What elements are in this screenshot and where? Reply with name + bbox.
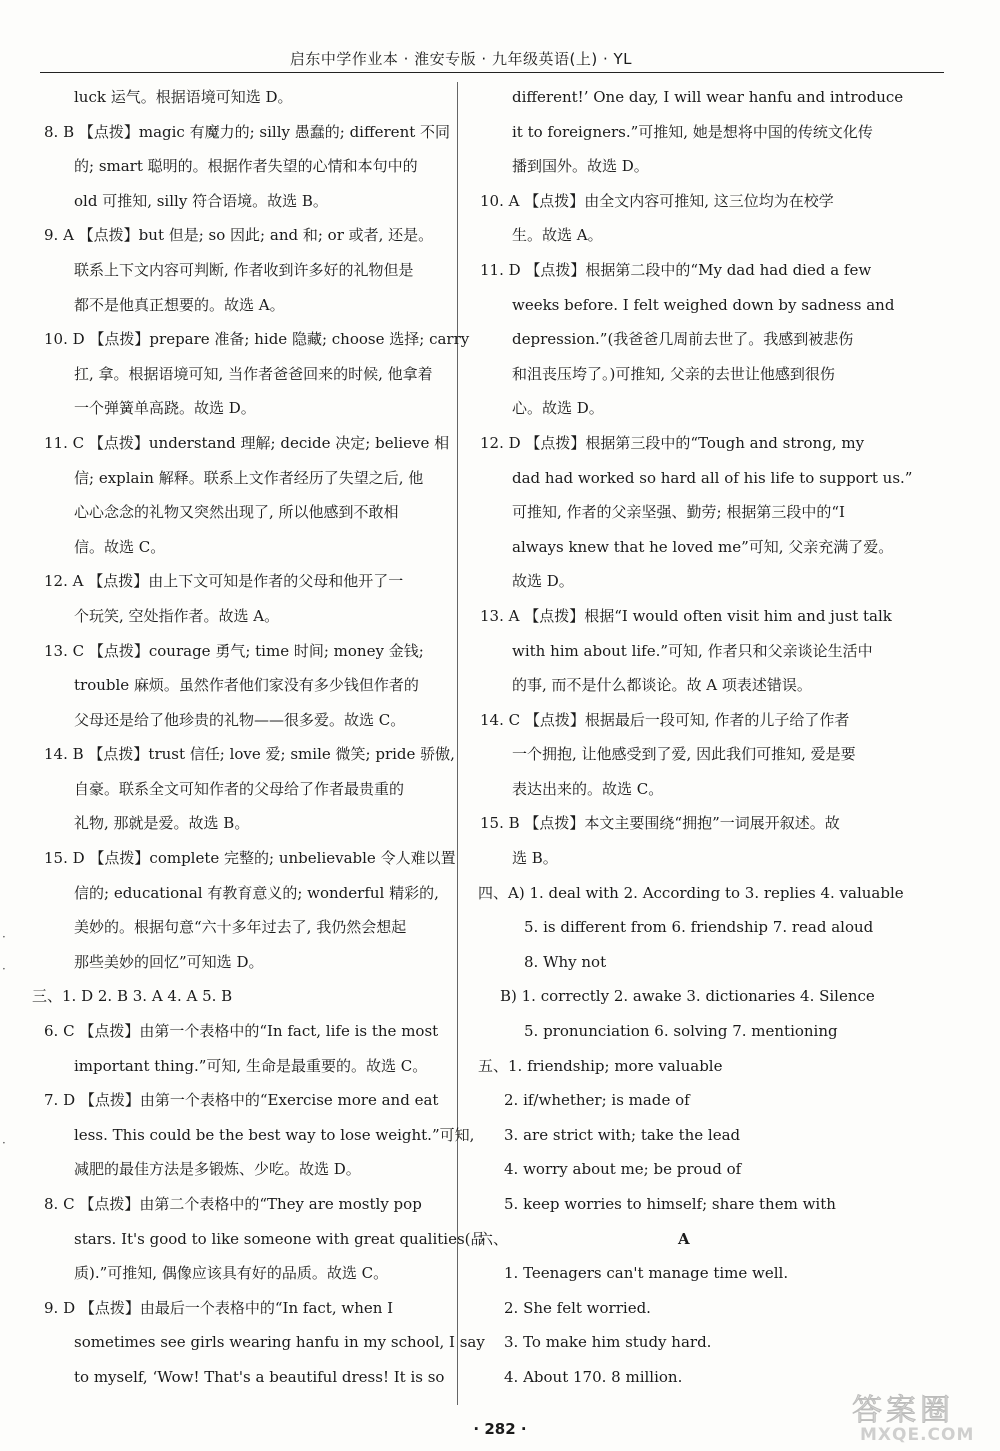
text-line: 自豪。联系全文可知作者的父母给了作者最贵重的: [74, 779, 405, 798]
text-line: luck 运气。根据语境可知选 D。: [74, 88, 293, 106]
answer-r-10: 10. A 【点拨】由全文内容可推知, 这三位均为在校学: [480, 191, 834, 210]
answer-14: 14. B 【点拨】trust 信任; love 爱; smile 微笑; pride 骄傲,: [44, 745, 455, 764]
margin-mark: ·: [2, 1136, 6, 1150]
section-5: 五、1. friendship; more valuable: [478, 1056, 723, 1075]
answer-3-8: 8. C 【点拨】由第二个表格中的“They are mostly pop: [44, 1195, 422, 1213]
text-line: 选 B。: [512, 849, 558, 868]
text-line: 4. worry about me; be proud of: [504, 1160, 742, 1179]
right-column: [478, 80, 913, 1395]
answer-r-13: 13. A 【点拨】根据“I would often visit him and just talk: [480, 606, 892, 625]
text-line: to myself, ‘Wow! That's a beautiful dress! It is so: [74, 1367, 445, 1386]
text-line: sometimes see girls wearing hanfu in my school, I say: [74, 1333, 485, 1352]
answer-r-12: 12. D 【点拨】根据第三段中的“Tough and strong, my: [480, 433, 865, 452]
text-line: always knew that he loved me”可知, 父亲充满了爱。: [512, 537, 894, 556]
text-line: 4. About 170. 8 million.: [504, 1367, 683, 1386]
text-line: 播到国外。故选 D。: [512, 157, 649, 176]
answer-10: 10. D 【点拨】prepare 准备; hide 隐藏; choose 选择; carry: [44, 330, 470, 349]
header-rule: [40, 72, 944, 73]
text-line: 5. pronunciation 6. solving 7. mentioning: [524, 1022, 838, 1041]
column-divider: [457, 82, 458, 1405]
text-line: it to foreigners.”可推知, 她是想将中国的传统文化传: [512, 122, 873, 141]
answer-11: 11. C 【点拨】understand 理解; decide 决定; believe 相: [44, 433, 450, 452]
text-line: 信。故选 C。: [74, 537, 166, 556]
text-line: 可推知, 作者的父亲坚强、勤劳; 根据第三段中的“I: [512, 503, 845, 522]
text-line: 信的; educational 有教育意义的; wonderful 精彩的,: [74, 883, 439, 902]
answer-r-11: 11. D 【点拨】根据第二段中的“My dad had died a few: [480, 260, 872, 279]
answer-r-14: 14. C 【点拨】根据最后一段可知, 作者的儿子给了作者: [480, 710, 850, 729]
watermark-logo: [842, 1385, 992, 1445]
text-line: 美妙的。根据句意“六十多年过去了, 我仍然会想起: [74, 918, 407, 937]
text-line: 的事, 而不是什么都谈论。故 A 项表述错误。: [512, 676, 812, 695]
answer-3-9: 9. D 【点拨】由最后一个表格中的“In fact, when I: [44, 1298, 394, 1317]
text-line: 个玩笑, 空处指作者。故选 A。: [74, 606, 280, 625]
subsection-a-heading: A: [678, 1229, 690, 1248]
answer-8: 8. B 【点拨】magic 有魔力的; silly 愚蠢的; different 不同: [44, 122, 451, 141]
text-line: weeks before. I felt weighed down by sadness and: [512, 295, 895, 314]
left-column: [32, 80, 486, 1395]
text-line: dad had worked so hard all of his life to support us.”: [512, 468, 913, 487]
text-line: 心心念念的礼物又突然出现了, 所以他感到不敢相: [74, 503, 399, 522]
answer-12: 12. A 【点拨】由上下文可知是作者的父母和他开了一: [44, 572, 404, 591]
text-line: 5. is different from 6. friendship 7. read aloud: [524, 918, 874, 937]
text-line: 表达出来的。故选 C。: [512, 779, 664, 798]
margin-mark: ·: [2, 962, 6, 976]
page-number: · 282 ·: [473, 1420, 527, 1438]
section-3-answers: 三、1. D 2. B 3. A 4. A 5. B: [32, 987, 233, 1006]
answer-3-6: 6. C 【点拨】由第一个表格中的“In fact, life is the most: [44, 1022, 439, 1041]
text-line: 信; explain 解释。联系上文作者经历了失望之后, 他: [74, 468, 424, 487]
text-line: depression.”(我爸爸几周前去世了。我感到被悲伤: [512, 330, 854, 349]
text-line: 2. She felt worried.: [504, 1298, 651, 1317]
text-line: with him about life.”可知, 作者只和父亲谈论生活中: [512, 641, 873, 660]
text-line: different!’ One day, I will wear hanfu and introduce: [512, 88, 904, 106]
text-line: 一个弹簧单高跷。故选 D。: [74, 399, 256, 418]
answer-13: 13. C 【点拨】courage 勇气; time 时间; money 金钱;: [44, 641, 424, 660]
answer-15: 15. D 【点拨】complete 完整的; unbelievable 令人难以置: [44, 849, 456, 868]
answer-9: 9. A 【点拨】but 但是; so 因此; and 和; or 或者, 还是。: [44, 226, 434, 245]
text-line: 质).”可推知, 偶像应该具有好的品质。故选 C。: [74, 1264, 389, 1283]
text-line: 那些美妙的回忆”可知选 D。: [74, 952, 264, 971]
text-line: less. This could be the best way to lose weight.”可知,: [74, 1125, 475, 1144]
text-line: 减肥的最佳方法是多锻炼、少吃。故选 D。: [74, 1160, 361, 1179]
text-line: 扛, 拿。根据语境可知, 当作者爸爸回来的时候, 他拿着: [74, 364, 433, 383]
text-line: 3. are strict with; take the lead: [504, 1125, 741, 1144]
margin-mark: ·: [2, 930, 6, 944]
answer-r-15: 15. B 【点拨】本文主要围绕“拥抱”一词展开叙述。故: [480, 814, 840, 833]
text-line: 联系上下文内容可判断, 作者收到许多好的礼物但是: [74, 260, 414, 279]
text-line: 3. To make him study hard.: [504, 1333, 712, 1352]
text-line: 的; smart 聪明的。根据作者失望的心情和本句中的: [74, 157, 418, 176]
text-line: 生。故选 A。: [512, 226, 603, 245]
text-line: 父母还是给了他珍贵的礼物——很多爱。故选 C。: [74, 710, 406, 729]
text-line: old 可推知, silly 符合语境。故选 B。: [74, 191, 328, 210]
running-header: [0, 48, 1000, 72]
text-line: trouble 麻烦。虽然作者他们家没有多少钱但作者的: [74, 676, 419, 695]
section-4-a: 四、A) 1. deal with 2. According to 3. replies 4. valuable: [478, 883, 904, 902]
header-title: 启东中学作业本 · 淮安专版 · 九年级英语(上) · YL: [289, 50, 632, 68]
text-line: 都不是他真正想要的。故选 A。: [74, 295, 285, 314]
text-line: 和沮丧压垮了。)可推知, 父亲的去世让他感到很伤: [512, 364, 835, 383]
text-line: 一个拥抱, 让他感受到了爱, 因此我们可推知, 爱是要: [512, 745, 856, 764]
text-line: 8. Why not: [524, 952, 607, 971]
text-line: 礼物, 那就是爱。故选 B。: [74, 814, 250, 833]
section-4-b: B) 1. correctly 2. awake 3. dictionaries 4. Silence: [500, 987, 875, 1006]
text-line: 故选 D。: [512, 572, 574, 591]
text-line: 心。故选 D。: [512, 399, 604, 418]
answer-3-7: 7. D 【点拨】由第一个表格中的“Exercise more and eat: [44, 1091, 439, 1110]
text-line: important thing.”可知, 生命是最重要的。故选 C。: [74, 1056, 428, 1075]
section-6-label: 六、: [478, 1229, 509, 1248]
text-line: 5. keep worries to himself; share them with: [504, 1195, 836, 1213]
watermark-glyphs: 答案圈: [852, 1393, 954, 1428]
text-line: 2. if/whether; is made of: [504, 1091, 690, 1110]
text-line: 1. Teenagers can't manage time well.: [504, 1264, 789, 1283]
section-6: [478, 1222, 898, 1257]
text-line: stars. It's good to like someone with great qualities(品: [74, 1229, 486, 1248]
watermark-domain: MXQE.COM: [860, 1425, 975, 1445]
